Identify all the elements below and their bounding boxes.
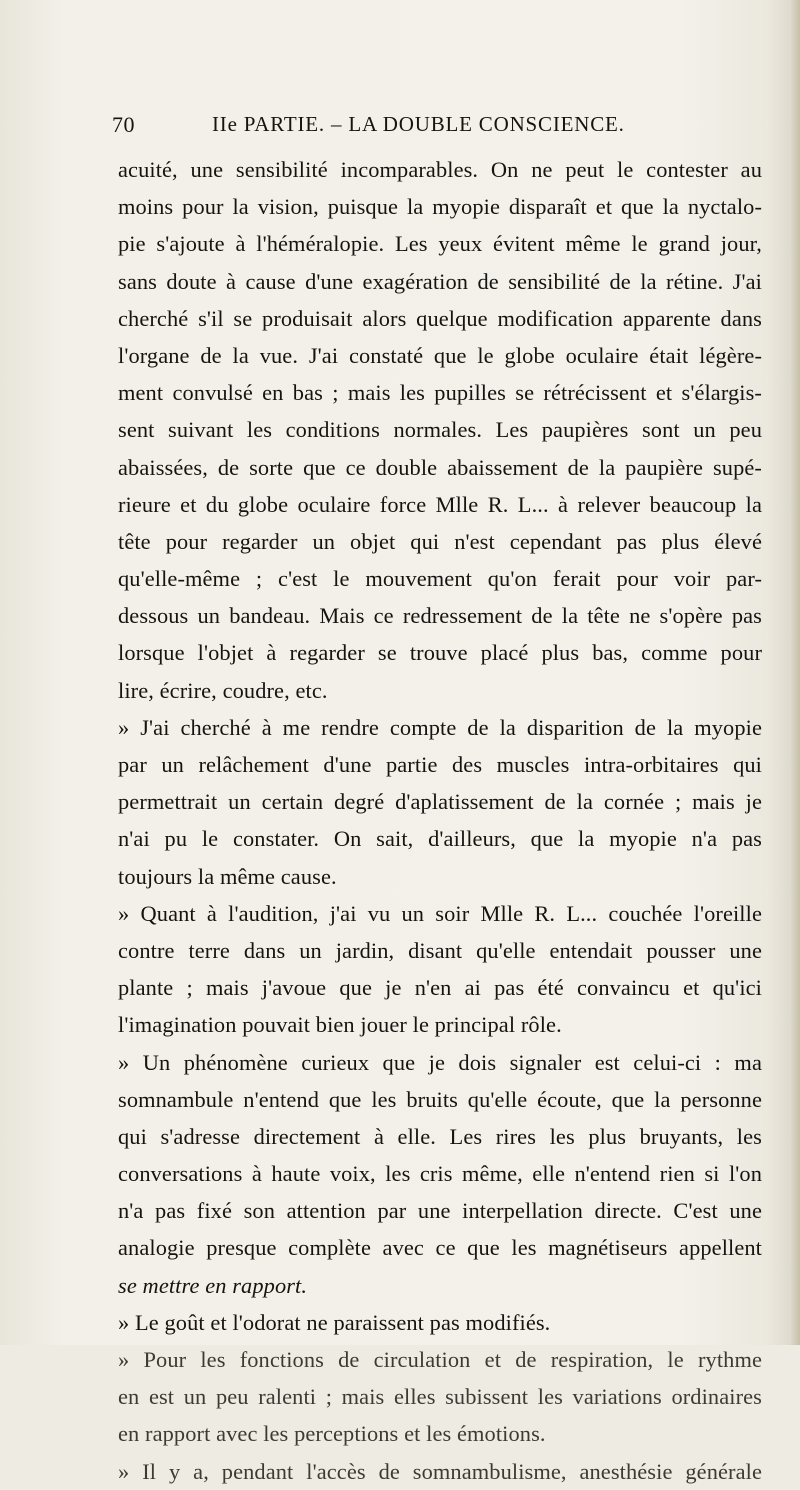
text-line: » J'ai cherché à me rendre compte de la disparition de la myopie xyxy=(118,714,762,740)
text-line: pie s'ajoute à l'héméralopie. Les yeux évitent même le grand jour, xyxy=(118,231,762,257)
text-line: permettrait un certain degré d'aplatissement de la cornée ; mais je xyxy=(118,789,762,815)
text-line: qu'elle-même ; c'est le mouvement qu'on ferait pour voir par- xyxy=(118,566,762,592)
text-line: l'imagination pouvait bien jouer le principal rôle. xyxy=(118,1012,562,1038)
text-line: n'ai pu le constater. On sait, d'ailleurs, que la myopie n'a pas xyxy=(118,826,762,852)
text-line: plante ; mais j'avoue que je n'en ai pas été convaincu et qu'ici xyxy=(118,975,762,1001)
text-line: » Quant à l'audition, j'ai vu un soir Mlle R. L... couchée l'oreille xyxy=(118,900,762,926)
text-line: n'a pas fixé son attention par une interpellation directe. C'est une xyxy=(118,1198,762,1224)
text-line: se mettre en rapport. xyxy=(118,1272,308,1298)
text-line: par un relâchement d'une partie des muscles intra-orbitaires qui xyxy=(118,752,762,777)
text-line: moins pour la vision, puisque la myopie disparaît et que la nyctalo- xyxy=(118,194,762,220)
text-line: abaissées, de sorte que ce double abaissement de la paupière supé- xyxy=(118,454,762,480)
text-line: tête pour regarder un objet qui n'est cependant pas plus élevé xyxy=(118,528,762,554)
text-line: » Le goût et l'odorat ne paraissent pas modifiés. xyxy=(118,1309,551,1335)
text-line: lire, écrire, coudre, etc. xyxy=(118,677,328,703)
text-line: sans doute à cause d'une exagération de sensibilité de la rétine. J'ai xyxy=(118,268,762,294)
text-line: conversations à haute voix, les cris même, elle n'entend rien si l'on xyxy=(118,1161,762,1187)
text-line: qui s'adresse directement à elle. Les rires les plus bruyants, les xyxy=(118,1123,762,1149)
running-head: IIe PARTIE. – LA DOUBLE CONSCIENCE. xyxy=(212,112,625,136)
text-line: lorsque l'objet à regarder se trouve placé plus bas, comme pour xyxy=(118,640,762,666)
text-line: acuité, une sensibilité incomparables. On ne peut le contester au xyxy=(118,157,762,182)
text-line: somnambule n'entend que les bruits qu'elle écoute, que la personne xyxy=(118,1086,762,1112)
text-line: ment convulsé en bas ; mais les pupilles se rétrécissent et s'élargis- xyxy=(118,380,762,406)
text-line: cherché s'il se produisait alors quelque modification apparente dans xyxy=(118,305,762,331)
text-line: contre terre dans un jardin, disant qu'elle entendait pousser une xyxy=(118,937,762,963)
text-line: » Pour les fonctions de circulation et de respiration, le rythme xyxy=(118,1347,762,1372)
page-number: 70 xyxy=(112,112,135,137)
text-line: toujours la même cause. xyxy=(118,863,337,889)
text-line: » Un phénomène curieux que je dois signaler est celui-ci : ma xyxy=(118,1049,762,1075)
page-header xyxy=(112,112,752,142)
page-edge-shadow xyxy=(790,0,800,1345)
text-line: en rapport avec les perceptions et les émotions. xyxy=(118,1421,546,1447)
text-line: analogie presque complète avec ce que les magnétiseurs appellent xyxy=(118,1235,762,1261)
body-text xyxy=(118,151,762,1490)
text-line: rieure et du globe oculaire force Mlle R. L... à relever beaucoup la xyxy=(118,491,762,517)
text-line: » Il y a, pendant l'accès de somnambulisme, anesthésie générale xyxy=(118,1458,762,1484)
text-line: sent suivant les conditions normales. Les paupières sont un peu xyxy=(118,417,762,443)
text-line: dessous un bandeau. Mais ce redressement de la tête ne s'opère pas xyxy=(118,603,762,629)
text-line: en est un peu ralenti ; mais elles subissent les variations ordinaires xyxy=(118,1384,762,1410)
text-line: l'organe de la vue. J'ai constaté que le globe oculaire était légère- xyxy=(118,342,762,368)
